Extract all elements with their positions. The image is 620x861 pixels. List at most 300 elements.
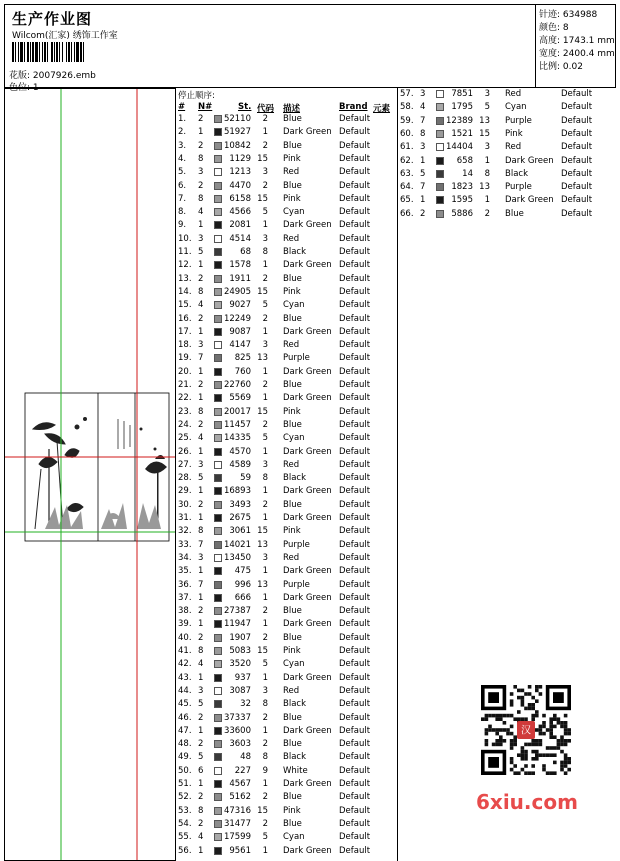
qr-module: [517, 689, 521, 693]
color-swatch: [214, 301, 222, 309]
color-swatch: [214, 620, 222, 628]
row-description: Cyan: [283, 300, 305, 311]
qr-module: [531, 703, 535, 707]
color-swatch: [214, 221, 222, 229]
row-brand: Default: [561, 155, 593, 166]
table-row: [176, 113, 394, 126]
row-code: 1: [262, 366, 268, 377]
row-description: Black: [283, 473, 306, 484]
qr-module: [503, 728, 507, 732]
row-index: 23.: [178, 406, 192, 417]
row-description: Purple: [505, 115, 532, 126]
row-index: 51.: [178, 779, 192, 789]
qr-module: [510, 768, 514, 772]
row-stitches: 2081: [229, 220, 251, 231]
row-needle: 7: [198, 539, 204, 550]
row-code: 5: [262, 832, 268, 843]
row-index: 35.: [178, 566, 192, 577]
table-row: [398, 208, 616, 221]
row-index: 63.: [400, 168, 414, 179]
row-index: 9.: [178, 220, 187, 231]
qr-module: [567, 757, 571, 761]
row-brand: Default: [561, 89, 593, 99]
qr-module: [560, 721, 564, 725]
row-stitches: 24905: [223, 286, 251, 297]
table-row: [176, 392, 394, 405]
row-brand: Default: [339, 672, 371, 683]
row-description: Red: [505, 142, 522, 153]
color-swatch: [214, 288, 222, 296]
row-index: 29.: [178, 486, 192, 497]
row-description: Blue: [283, 606, 302, 617]
qr-module: [564, 753, 568, 757]
row-index: 3.: [178, 140, 187, 151]
color-swatch: [214, 820, 222, 828]
row-stitches: 1578: [229, 260, 251, 271]
table-row: [176, 459, 394, 472]
qr-module: [549, 753, 553, 757]
row-index: 6.: [178, 180, 187, 191]
row-stitches: 5083: [229, 646, 251, 656]
row-description: Dark Green: [283, 127, 332, 138]
color-swatch: [214, 807, 222, 815]
row-code: 13: [257, 579, 268, 590]
table-row: [176, 406, 394, 419]
qr-module: [513, 764, 517, 768]
color-swatch: [214, 793, 222, 801]
row-code: 8: [484, 168, 490, 179]
qr-module: [485, 728, 489, 732]
row-index: 15.: [178, 300, 192, 311]
qr-module: [492, 714, 496, 718]
row-stitches: 31477: [223, 818, 251, 829]
qr-module: [485, 739, 489, 743]
qr-module: [510, 757, 514, 761]
row-needle: 2: [198, 419, 204, 430]
qr-module: [513, 743, 517, 747]
row-needle: 5: [420, 168, 426, 179]
row-needle: 2: [198, 739, 204, 750]
header-stitches: St.: [238, 102, 252, 112]
row-brand: Default: [339, 140, 371, 151]
row-index: 33.: [178, 539, 192, 550]
row-stitches: 3061: [229, 526, 251, 537]
qr-module: [535, 728, 539, 732]
qr-module: [553, 771, 557, 775]
table-row: [176, 259, 394, 272]
qr-module: [549, 721, 553, 725]
qr-module: [564, 771, 568, 775]
qr-module: [542, 725, 546, 729]
color-swatch: [214, 687, 222, 695]
table-row: [176, 552, 394, 565]
row-code: 2: [262, 273, 268, 284]
table-row: [176, 246, 394, 259]
row-stitches: 475: [234, 566, 251, 577]
row-description: Blue: [283, 818, 302, 829]
row-brand: Default: [339, 419, 371, 430]
row-code: 1: [262, 672, 268, 683]
qr-module: [510, 732, 514, 736]
row-code: 2: [262, 792, 268, 803]
table-row: [176, 472, 394, 485]
qr-module: [567, 732, 571, 736]
row-stitches: 7851: [451, 89, 473, 99]
qr-module: [499, 717, 503, 721]
header-num: #: [178, 102, 186, 112]
table-row: [176, 313, 394, 326]
qr-module: [528, 685, 532, 689]
row-brand: Default: [339, 286, 371, 297]
row-needle: 8: [198, 805, 204, 816]
color-swatch: [214, 514, 222, 522]
row-index: 18.: [178, 340, 192, 351]
row-description: Blue: [283, 499, 302, 510]
color-count: 颜色: 8: [539, 23, 569, 33]
row-needle: 1: [198, 326, 204, 337]
row-description: Cyan: [283, 832, 305, 843]
qr-module: [481, 717, 485, 721]
watermark-text: 6xiu.com: [476, 790, 578, 814]
qr-module: [510, 699, 514, 703]
row-description: Dark Green: [283, 725, 332, 736]
qr-module: [521, 717, 525, 721]
row-index: 25.: [178, 433, 192, 444]
qr-module: [513, 735, 517, 739]
row-code: 8: [262, 247, 268, 257]
row-index: 56.: [178, 845, 192, 856]
row-stitches: 227: [234, 765, 251, 776]
row-needle: 2: [198, 273, 204, 284]
row-index: 11.: [178, 247, 192, 257]
table-row: [176, 446, 394, 459]
row-code: 1: [262, 619, 268, 630]
qr-module: [495, 728, 499, 732]
row-stitches: 52110: [223, 114, 251, 124]
qr-module: [528, 707, 532, 711]
table-row: [176, 579, 394, 592]
color-swatch: [214, 368, 222, 376]
qr-module: [564, 721, 568, 725]
row-code: 1: [262, 566, 268, 577]
qr-module: [549, 771, 553, 775]
qr-module: [521, 703, 525, 707]
row-description: Blue: [283, 180, 302, 191]
row-code: 5: [262, 433, 268, 444]
qr-module: [517, 753, 521, 757]
qr-module: [535, 750, 539, 754]
row-index: 64.: [400, 182, 414, 193]
color-swatch: [214, 634, 222, 642]
row-brand: Default: [339, 167, 371, 178]
page-title: 生产作业图: [12, 10, 93, 28]
row-index: 48.: [178, 739, 192, 750]
qr-module: [549, 735, 553, 739]
row-index: 28.: [178, 473, 192, 484]
color-swatch: [436, 143, 444, 151]
table-row: [176, 605, 394, 618]
row-code: 3: [484, 89, 490, 99]
row-stitches: 3087: [229, 685, 251, 696]
qr-module: [517, 717, 521, 721]
row-code: 2: [262, 140, 268, 151]
row-description: Dark Green: [505, 195, 554, 206]
row-brand: Default: [339, 832, 371, 843]
row-brand: Default: [339, 632, 371, 643]
table-row: [176, 565, 394, 578]
row-index: 54.: [178, 818, 192, 829]
table-row: [176, 738, 394, 751]
row-needle: 2: [198, 140, 204, 151]
row-stitches: 27387: [223, 606, 251, 617]
row-description: Blue: [283, 792, 302, 803]
row-brand: Default: [339, 739, 371, 750]
qr-module: [499, 739, 503, 743]
qr-module: [524, 707, 528, 711]
row-description: Black: [283, 699, 306, 710]
color-swatch: [214, 527, 222, 535]
row-code: 1: [484, 195, 490, 206]
row-stitches: 51927: [223, 127, 251, 138]
table-row: [398, 181, 616, 194]
qr-module: [495, 732, 499, 736]
row-needle: 8: [198, 526, 204, 537]
row-needle: 2: [198, 818, 204, 829]
row-description: Blue: [283, 313, 302, 324]
row-description: Pink: [283, 153, 301, 164]
row-needle: 3: [198, 459, 204, 470]
row-needle: 4: [420, 102, 426, 113]
table-row: [176, 326, 394, 339]
row-description: Red: [283, 459, 300, 470]
qr-module: [524, 743, 528, 747]
row-index: 59.: [400, 115, 414, 126]
row-index: 38.: [178, 606, 192, 617]
qr-module: [535, 710, 539, 714]
row-description: Dark Green: [283, 393, 332, 404]
qr-module: [564, 743, 568, 747]
row-stitches: 9561: [229, 845, 251, 856]
row-code: 1: [262, 393, 268, 404]
row-description: Red: [283, 340, 300, 351]
row-brand: Default: [339, 499, 371, 510]
row-description: Pink: [283, 646, 301, 656]
table-row: [176, 273, 394, 286]
row-description: Purple: [283, 579, 310, 590]
qr-finder: [553, 692, 564, 703]
qr-finder: [488, 692, 499, 703]
row-index: 19.: [178, 353, 192, 364]
row-needle: 1: [420, 155, 426, 166]
row-stitches: 11457: [223, 419, 251, 430]
qr-module: [539, 728, 543, 732]
row-brand: Default: [339, 127, 371, 138]
row-brand: Default: [561, 142, 593, 153]
color-swatch: [436, 157, 444, 165]
row-code: 2: [262, 380, 268, 390]
design-filename: 花版: 2007926.emb: [9, 71, 96, 81]
row-code: 3: [262, 685, 268, 696]
row-description: Dark Green: [283, 672, 332, 683]
row-description: Black: [505, 168, 528, 179]
qr-module: [528, 771, 532, 775]
row-brand: Default: [339, 300, 371, 311]
qr-finder: [488, 757, 499, 768]
table-row: [176, 339, 394, 352]
qr-module: [560, 739, 564, 743]
table-row: [176, 499, 394, 512]
row-needle: 7: [198, 353, 204, 364]
qr-module: [560, 764, 564, 768]
row-brand: Default: [339, 805, 371, 816]
qr-module: [485, 714, 489, 718]
row-index: 47.: [178, 725, 192, 736]
table-row: [176, 618, 394, 631]
row-index: 60.: [400, 128, 414, 139]
row-stitches: 658: [456, 155, 473, 166]
row-brand: Default: [339, 685, 371, 696]
row-brand: Default: [339, 539, 371, 550]
row-stitches: 4566: [229, 207, 251, 218]
row-code: 3: [262, 233, 268, 244]
row-description: Dark Green: [283, 220, 332, 231]
row-needle: 3: [198, 233, 204, 244]
qr-module: [524, 717, 528, 721]
row-index: 41.: [178, 646, 192, 656]
color-swatch: [214, 182, 222, 190]
row-description: Cyan: [505, 102, 527, 113]
row-needle: 1: [198, 260, 204, 271]
row-index: 46.: [178, 712, 192, 723]
qr-module: [499, 728, 503, 732]
qr-module: [521, 753, 525, 757]
qr-module: [564, 732, 568, 736]
row-brand: Default: [339, 433, 371, 444]
table-row: [176, 140, 394, 153]
row-description: Blue: [283, 380, 302, 390]
row-code: 2: [262, 606, 268, 617]
qr-module: [503, 714, 507, 718]
row-index: 24.: [178, 419, 192, 430]
row-index: 13.: [178, 273, 192, 284]
qr-module: [528, 692, 532, 696]
qr-module: [510, 761, 514, 765]
stitch-count: 针迹: 634988: [539, 10, 598, 20]
row-description: Red: [283, 685, 300, 696]
qr-module: [513, 717, 517, 721]
row-stitches: 5569: [229, 393, 251, 404]
color-swatch: [436, 90, 444, 98]
row-needle: 8: [198, 406, 204, 417]
qr-module: [546, 728, 550, 732]
qr-module: [510, 714, 514, 718]
row-index: 21.: [178, 380, 192, 390]
table-row: [176, 432, 394, 445]
qr-module: [531, 750, 535, 754]
row-needle: 3: [198, 685, 204, 696]
row-code: 5: [262, 300, 268, 311]
row-needle: 8: [198, 646, 204, 656]
barcode-bar: [84, 42, 86, 62]
qr-module: [542, 721, 546, 725]
row-stitches: 13450: [223, 552, 251, 563]
row-index: 37.: [178, 592, 192, 603]
qr-module: [517, 696, 521, 700]
qr-module: [524, 764, 528, 768]
row-brand: Default: [339, 712, 371, 723]
row-index: 7.: [178, 193, 187, 204]
qr-module: [564, 757, 568, 761]
row-brand: Default: [339, 765, 371, 776]
row-description: Blue: [283, 739, 302, 750]
row-stitches: 3493: [229, 499, 251, 510]
qr-module: [542, 753, 546, 757]
row-description: Pink: [283, 805, 301, 816]
row-stitches: 1907: [229, 632, 251, 643]
row-index: 42.: [178, 659, 192, 670]
color-swatch: [214, 780, 222, 788]
qr-module: [535, 757, 539, 761]
row-code: 1: [262, 513, 268, 523]
qr-module: [510, 725, 514, 729]
row-code: 15: [257, 406, 268, 417]
row-stitches: 6158: [229, 193, 251, 204]
qr-module: [546, 746, 550, 750]
color-swatch: [214, 275, 222, 283]
design-thumbnail: [5, 89, 175, 860]
row-index: 65.: [400, 195, 414, 206]
table-row: [176, 791, 394, 804]
design-scale: 比例: 0.02: [539, 62, 583, 72]
row-stitches: 1595: [451, 195, 473, 206]
qr-module: [549, 728, 553, 732]
qr-module: [524, 757, 528, 761]
row-brand: Default: [339, 313, 371, 324]
row-needle: 2: [198, 712, 204, 723]
qr-module: [567, 761, 571, 765]
qr-module: [553, 761, 557, 765]
row-needle: 1: [198, 592, 204, 603]
row-brand: Default: [339, 566, 371, 577]
row-description: Black: [283, 752, 306, 763]
qr-module: [546, 753, 550, 757]
qr-module: [567, 728, 571, 732]
row-brand: Default: [339, 393, 371, 404]
row-brand: Default: [339, 526, 371, 537]
qr-module: [567, 739, 571, 743]
header-element: 元素: [373, 104, 391, 114]
color-swatch: [214, 541, 222, 549]
row-description: Dark Green: [505, 155, 554, 166]
row-description: Dark Green: [283, 619, 332, 630]
qr-module: [495, 743, 499, 747]
row-needle: 1: [198, 845, 204, 856]
qr-module: [535, 714, 539, 718]
row-stitches: 12249: [223, 313, 251, 324]
row-stitches: 20017: [223, 406, 251, 417]
row-index: 5.: [178, 167, 187, 178]
row-stitches: 11947: [223, 619, 251, 630]
row-needle: 2: [198, 606, 204, 617]
row-stitches: 14021: [223, 539, 251, 550]
color-swatch: [214, 394, 222, 402]
row-brand: Default: [339, 752, 371, 763]
color-swatch: [436, 103, 444, 111]
row-needle: 8: [198, 193, 204, 204]
color-swatch: [436, 210, 444, 218]
color-swatch: [214, 647, 222, 655]
table-row: [176, 419, 394, 432]
